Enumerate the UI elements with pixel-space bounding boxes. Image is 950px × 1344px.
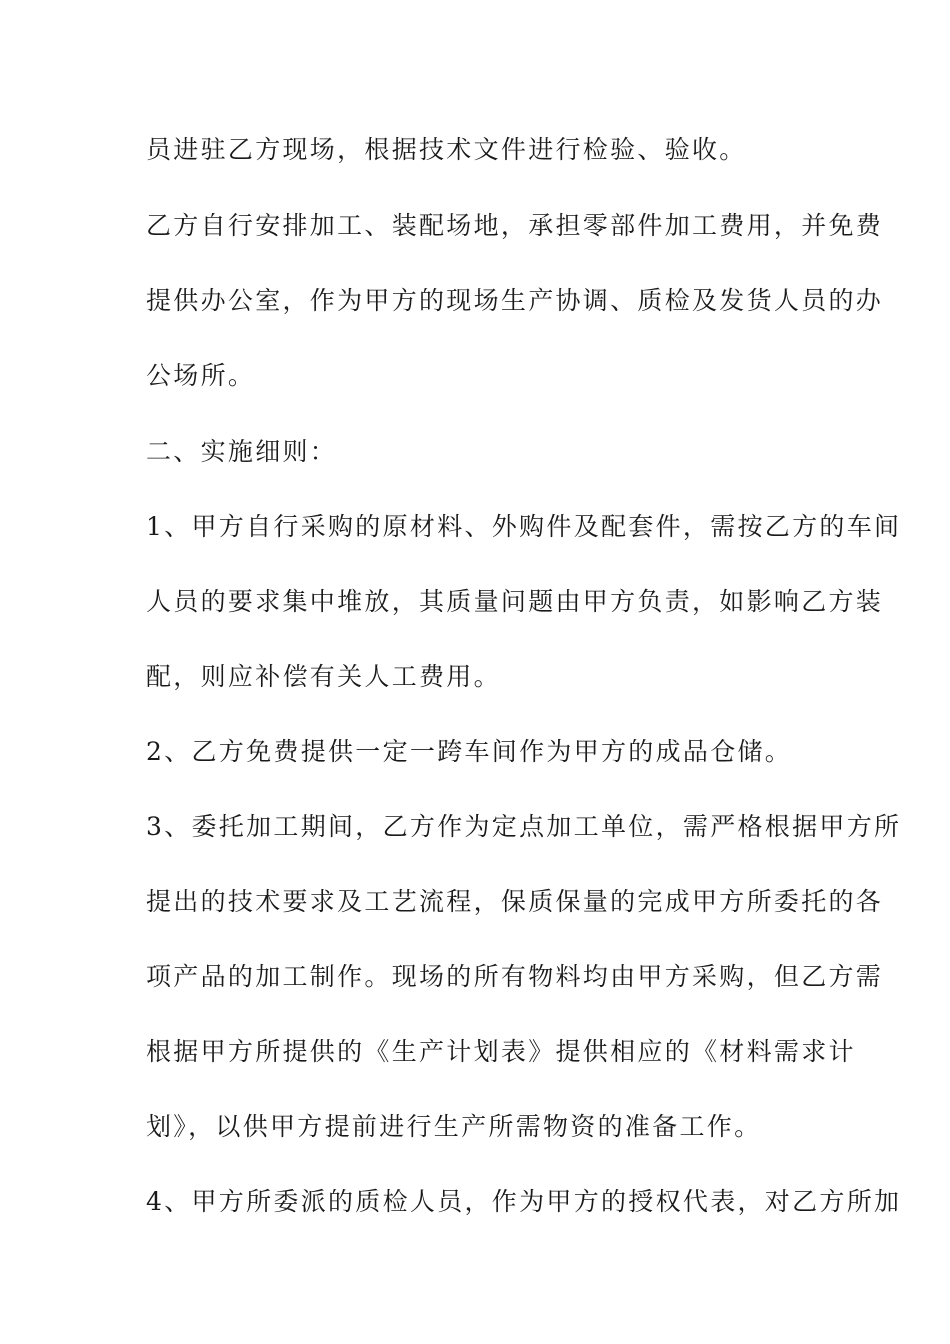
text-line: 配，则应补偿有关人工费用。 (146, 662, 501, 691)
text-line: 提出的技术要求及工艺流程，保质保量的完成甲方所委托的各 (146, 887, 884, 916)
text-line: 根据甲方所提供的《生产计划表》提供相应的《材料需求计 (146, 1037, 856, 1066)
text-line: 划》，以供甲方提前进行生产所需物资的准备工作。 (146, 1112, 762, 1141)
text-line: 公场所。 (146, 361, 256, 390)
text-line: 4、甲方所委派的质检人员，作为甲方的授权代表，对乙方所加 (146, 1187, 902, 1216)
text-line: 1、甲方自行采购的原材料、外购件及配套件，需按乙方的车间 (146, 512, 902, 541)
text-line: 提供办公室，作为甲方的现场生产协调、质检及发货人员的办 (146, 286, 884, 315)
text-line: 2、乙方免费提供一定一跨车间作为甲方的成品仓储。 (146, 737, 793, 766)
text-line: 项产品的加工制作。现场的所有物料均由甲方采购，但乙方需 (146, 962, 884, 991)
text-line: 人员的要求集中堆放，其质量问题由甲方负责，如影响乙方装 (146, 587, 884, 616)
text-line: 员进驻乙方现场，根据技术文件进行检验、验收。 (146, 135, 747, 164)
text-line: 乙方自行安排加工、装配场地，承担零部件加工费用，并免费 (146, 211, 884, 240)
text-line: 3、委托加工期间，乙方作为定点加工单位，需严格根据甲方所 (146, 812, 902, 841)
section-heading: 二、实施细则： (146, 437, 338, 466)
